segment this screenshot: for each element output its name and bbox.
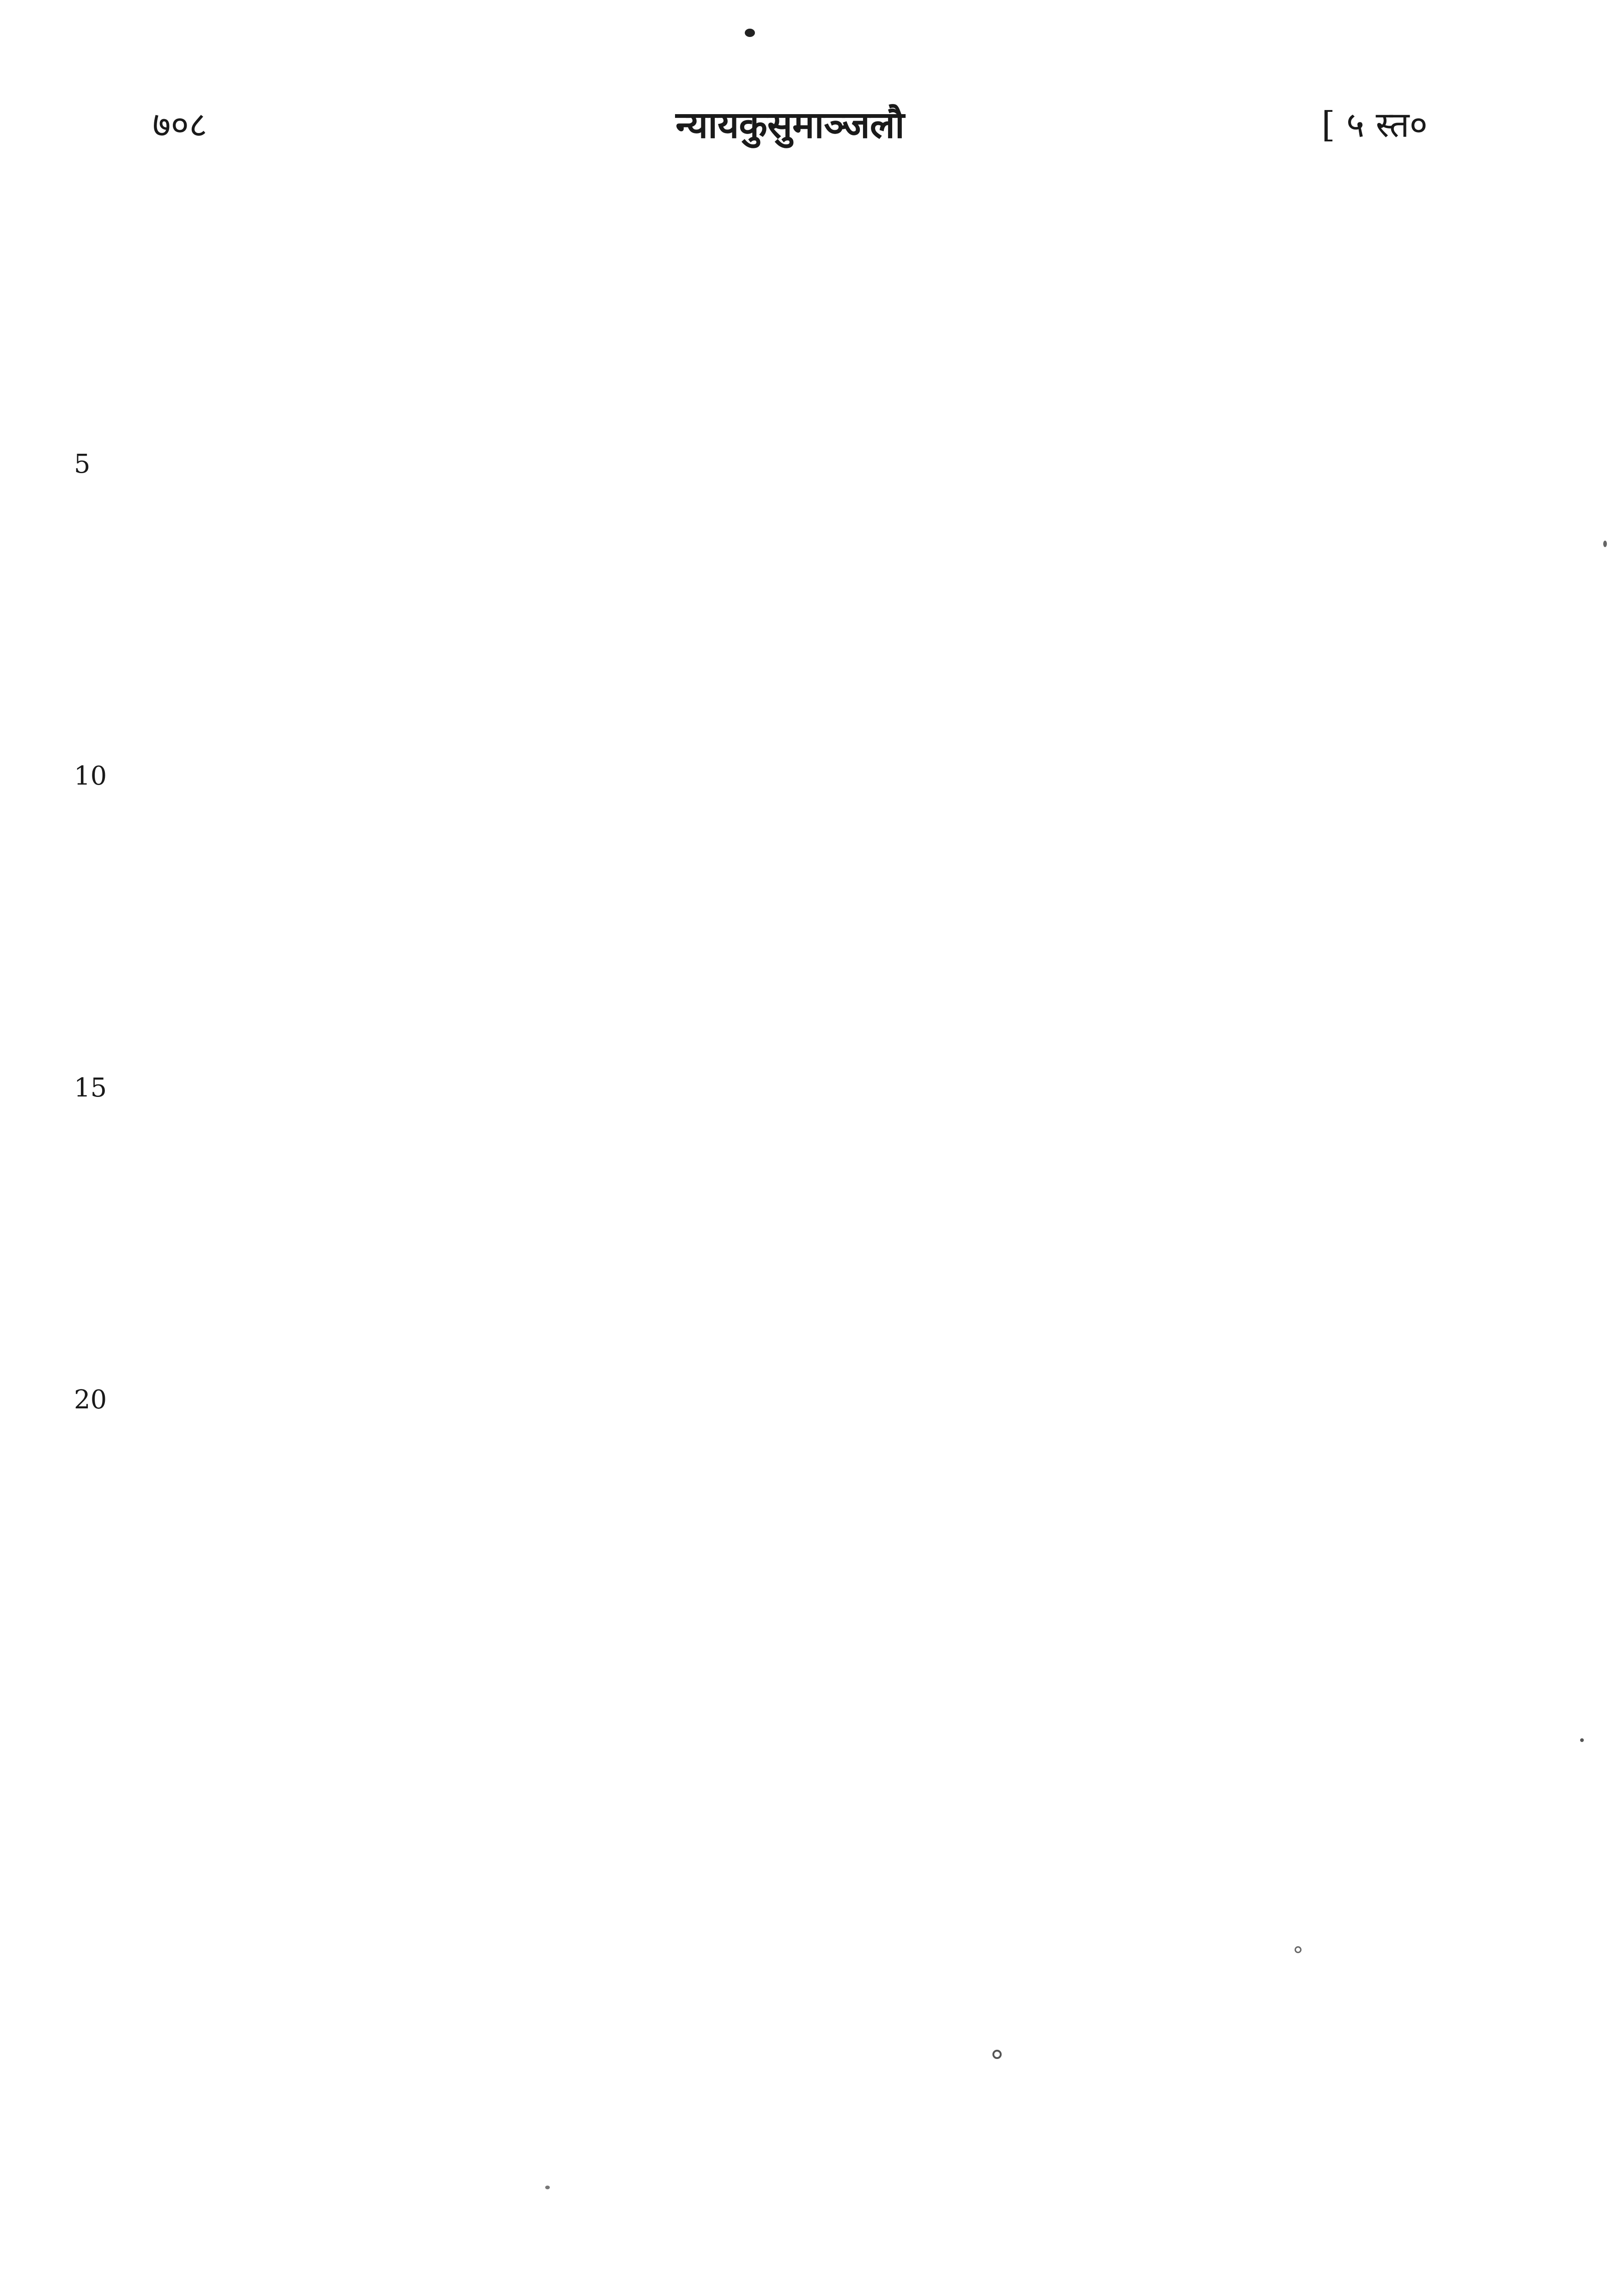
line-number-10: 10 [74, 761, 107, 791]
running-header [152, 99, 1428, 150]
text-line-21 [148, 1432, 1432, 1492]
text-line-9 [148, 684, 1432, 744]
text-line-14 [148, 996, 1432, 1056]
text-line-16 [148, 1121, 1432, 1181]
line-number-15: 15 [74, 1073, 107, 1103]
text-line-8 [148, 621, 1432, 682]
text-line-17 [148, 1183, 1432, 1243]
text-line-3 [148, 310, 1432, 370]
text-line-15 [148, 1058, 1432, 1118]
line-number-5: 5 [74, 449, 91, 479]
text-line-18 [148, 1245, 1432, 1305]
ink-speck [745, 29, 755, 37]
text-line-20 [148, 1370, 1432, 1430]
ink-speck [545, 2186, 550, 2189]
ink-speck [992, 2050, 1002, 2059]
page-number: ७०८ [152, 104, 207, 145]
text-line-1 [148, 185, 1432, 245]
text-line-5 [148, 434, 1432, 494]
book-title: न्यायकुसुमाञ्जलौ [675, 103, 905, 146]
ink-speck [1295, 1946, 1302, 1953]
section-marker: [ ५ स्त० [1321, 104, 1428, 145]
text-line-12 [148, 871, 1432, 931]
ink-speck [1580, 1738, 1584, 1742]
text-line-19 [148, 1308, 1432, 1368]
text-line-2 [148, 247, 1432, 307]
text-line-10 [148, 746, 1432, 806]
line-number-20: 20 [74, 1385, 107, 1415]
text-line-4 [148, 372, 1432, 432]
text-line-13 [148, 933, 1432, 993]
ink-speck [1603, 541, 1607, 547]
text-line-7 [148, 559, 1432, 619]
text-line-6 [148, 497, 1432, 557]
text-line-22 [148, 1495, 1432, 1555]
text-line-11 [148, 809, 1432, 869]
